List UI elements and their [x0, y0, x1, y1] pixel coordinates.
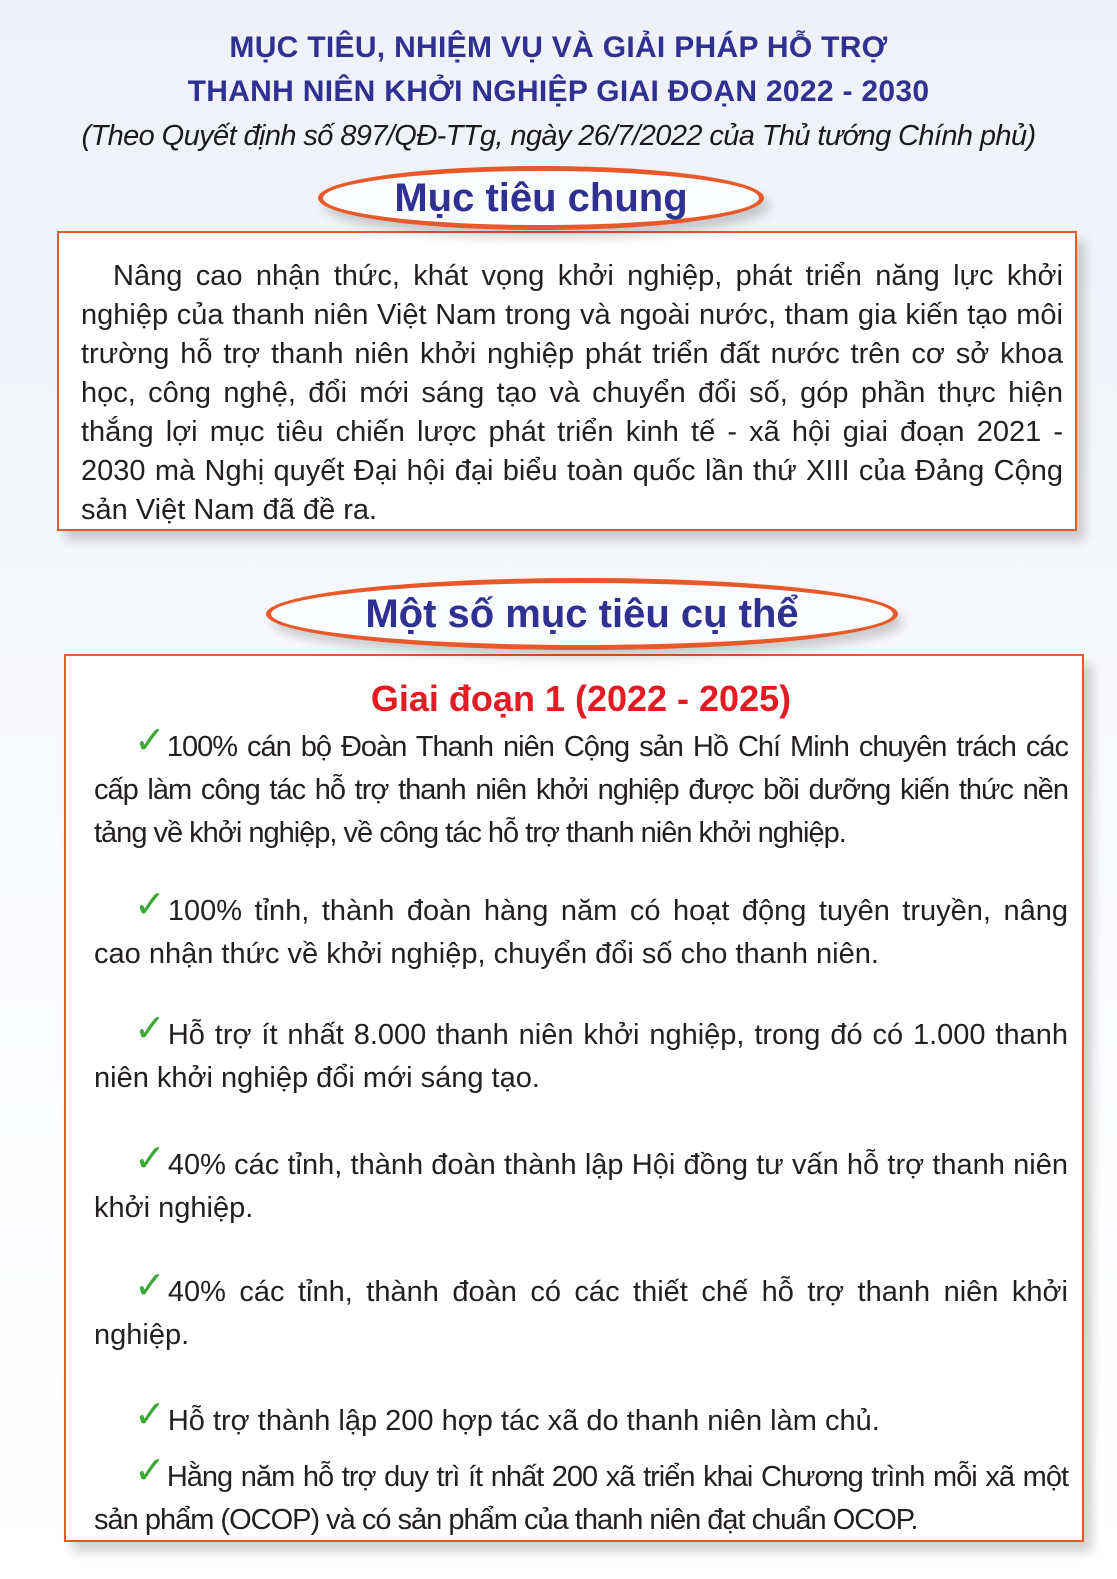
list-item	[94, 1394, 1068, 1443]
general-goal-text: Nâng cao nhận thức, khát vọng khởi nghiệp, phát triển năng lực khởi nghiệp của thanh niên Việt Nam trong và ngoài nước, tham gia kiến tạo môi trường hỗ trợ thanh niên khởi nghiệp phát triển đất nước trên cơ sở khoa học, công nghệ, đổi mới sáng tạo và chuyển đổi số, góp phần thực hiện thắng lợi mục tiêu chiến lược phát triển kinh tế - xã hội giai đoạn 2021 - 2030 mà Nghị quyết Đại hội đại biểu toàn quốc lần thứ XIII của Đảng Cộng sản Việt Nam đã đề ra.	[81, 260, 1063, 526]
list-item	[94, 1265, 1068, 1357]
item-text: 40% các tỉnh, thành đoàn có các thiết chế hỗ trợ thanh niên khởi nghiệp.	[94, 1276, 1068, 1351]
list-item	[94, 1450, 1068, 1542]
specific-goals-box	[64, 654, 1084, 1542]
check-icon: ✓	[134, 1265, 166, 1307]
check-icon: ✓	[134, 1008, 166, 1050]
check-icon: ✓	[134, 1450, 165, 1492]
specific-goals-heading: Một số mục tiêu cụ thể	[365, 591, 799, 636]
list-item	[94, 1138, 1068, 1230]
check-icon: ✓	[134, 884, 166, 926]
item-text: 100% tỉnh, thành đoàn hàng năm có hoạt động tuyên truyền, nâng cao nhận thức về khởi nghiệp, chuyển đổi số cho thanh niên.	[94, 895, 1068, 970]
general-goal-box	[57, 231, 1077, 531]
list-item	[94, 1008, 1068, 1100]
title-line-2: THANH NIÊN KHỞI NGHIỆP GIAI ĐOẠN 2022 - 2030	[187, 75, 930, 108]
subtitle: (Theo Quyết định số 897/QĐ-TTg, ngày 26/7/2022 của Thủ tướng Chính phủ)	[81, 120, 1036, 152]
item-text: 40% các tỉnh, thành đoàn thành lập Hội đồng tư vấn hỗ trợ thanh niên khởi nghiệp.	[94, 1149, 1068, 1224]
check-icon: ✓	[134, 1138, 166, 1180]
title-line-1: MỤC TIÊU, NHIỆM VỤ VÀ GIẢI PHÁP HỖ TRỢ	[229, 31, 888, 64]
document-header	[0, 26, 1117, 158]
item-text: Hỗ trợ thành lập 200 hợp tác xã do thanh niên làm chủ.	[167, 1405, 880, 1437]
specific-goals-heading-pill	[266, 578, 898, 650]
item-text: Hỗ trợ ít nhất 8.000 thanh niên khởi nghiệp, trong đó có 1.000 thanh niên khởi nghiệp đổi mới sáng tạo.	[94, 1019, 1068, 1094]
check-icon: ✓	[134, 720, 165, 762]
general-goal-heading-pill	[318, 166, 764, 230]
list-item	[94, 720, 1068, 855]
item-text: Hằng năm hỗ trợ duy trì ít nhất 200 xã triển khai Chương trình mỗi xã một sản phẩm (OCOP) và có sản phẩm của thanh niên đạt chuẩn OCOP.	[94, 1461, 1068, 1536]
list-item	[94, 884, 1068, 976]
stage-heading: Giai đoạn 1 (2022 - 2025)	[370, 678, 792, 719]
item-text: 100% cán bộ Đoàn Thanh niên Cộng sản Hồ Chí Minh chuyên trách các cấp làm công tác hỗ trợ thanh niên khởi nghiệp được bồi dưỡng kiến thức nền tảng về khởi nghiệp, về công tác hỗ trợ thanh niên khởi nghiệp.	[94, 731, 1068, 849]
check-icon: ✓	[134, 1394, 166, 1436]
general-goal-heading: Mục tiêu chung	[394, 175, 688, 220]
